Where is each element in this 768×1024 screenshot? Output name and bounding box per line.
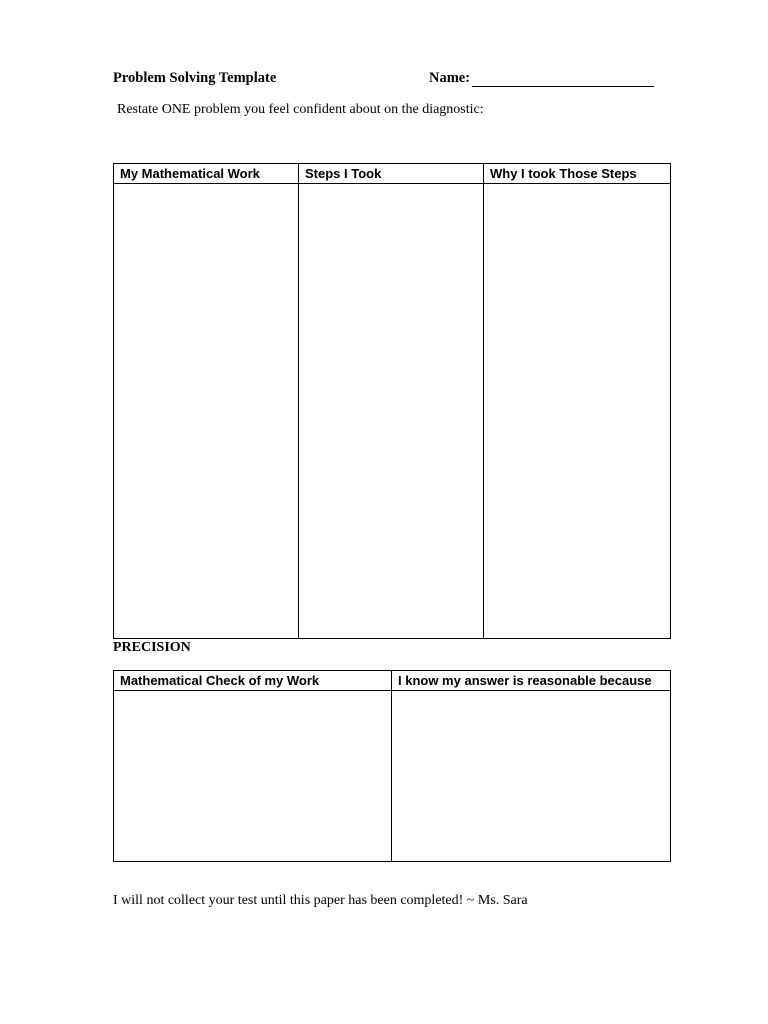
reasonable-because-cell[interactable] [392, 691, 671, 862]
precision-table-header-row [114, 671, 671, 691]
mathematical-check-cell[interactable] [114, 691, 392, 862]
footer-note: I will not collect your test until this paper has been completed! ~ Ms. Sara [113, 893, 528, 908]
work-table-header-row [114, 164, 671, 184]
column-header-steps-taken: Steps I Took [299, 164, 484, 184]
name-field [429, 70, 654, 87]
steps-taken-cell[interactable] [299, 184, 484, 639]
work-table [113, 163, 671, 639]
name-blank-line[interactable] [472, 70, 654, 87]
name-label: Name: [429, 70, 471, 86]
column-header-mathematical-work: My Mathematical Work [114, 164, 299, 184]
mathematical-work-cell[interactable] [114, 184, 299, 639]
instruction-text: Restate ONE problem you feel confident about on the diagnostic: [117, 102, 484, 117]
column-header-mathematical-check: Mathematical Check of my Work [114, 671, 392, 691]
work-table-body-row [114, 184, 671, 639]
precision-table-body-row [114, 691, 671, 862]
column-header-reasonable-because: I know my answer is reasonable because [392, 671, 671, 691]
column-header-why-steps: Why I took Those Steps [484, 164, 671, 184]
why-steps-cell[interactable] [484, 184, 671, 639]
page-title: Problem Solving Template [113, 70, 277, 86]
precision-table [113, 670, 671, 862]
precision-heading: PRECISION [113, 640, 191, 655]
